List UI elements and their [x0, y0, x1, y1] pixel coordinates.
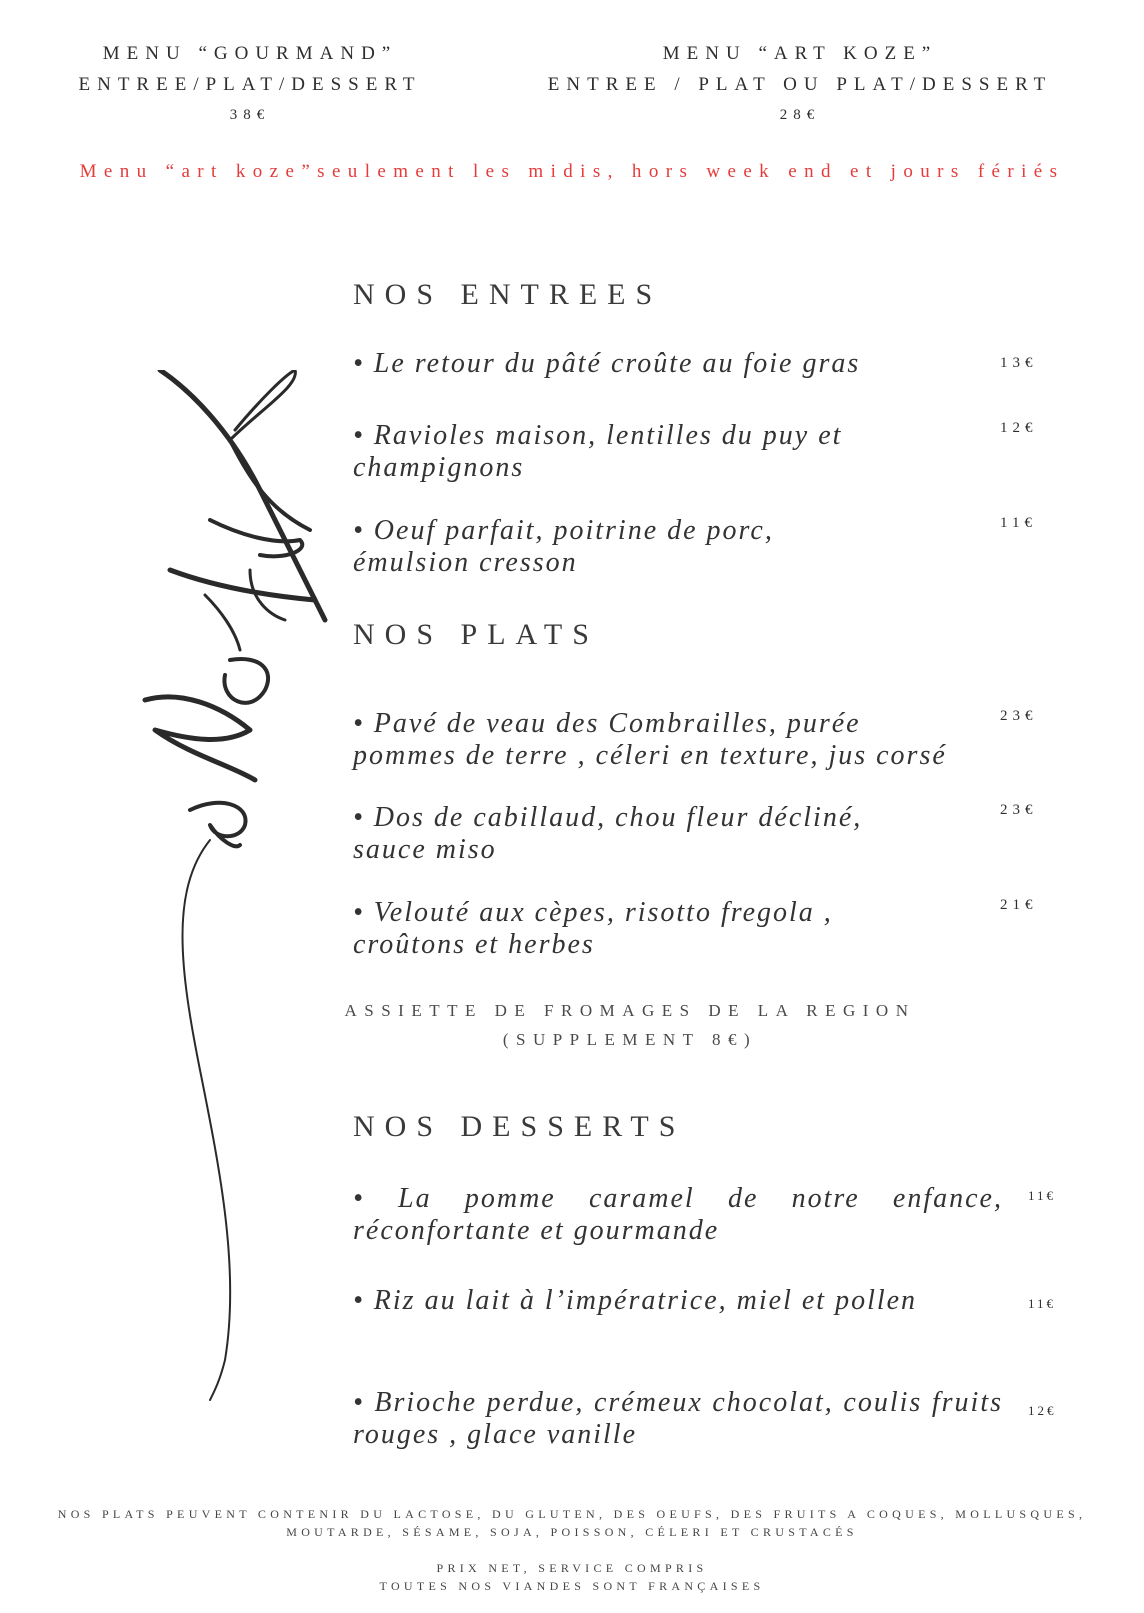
plat-item-2: • Dos de cabillaud, chou fleur décliné, sauce miso — [353, 802, 863, 865]
dessert-price-1: 11€ — [1028, 1188, 1057, 1203]
menu-gourmand-title: MENU “GOURMAND” — [102, 43, 398, 64]
dessert-price-2: 11€ — [1028, 1296, 1057, 1311]
plat-price-1: 23€ — [1000, 708, 1038, 724]
menu-artkoze-subtitle: ENTREE / PLAT OU PLAT/DESSERT — [547, 74, 1053, 95]
menu-gourmand-header — [30, 38, 470, 130]
entree-price-1: 13€ — [1000, 355, 1038, 371]
cheese-supplement — [290, 996, 970, 1054]
menu-gourmand-price: 38€ — [229, 107, 271, 123]
plats-title: NOS PLATS — [353, 618, 599, 651]
menu-gourmand-subtitle: ENTREE/PLAT/DESSERT — [78, 74, 422, 95]
dessert-item-2: • Riz au lait à l’impératrice, miel et pollen — [353, 1285, 918, 1316]
desserts-title: NOS DESSERTS — [353, 1110, 686, 1143]
french-meat-notice: TOUTES NOS VIANDES SONT FRANÇAISES — [379, 1579, 765, 1593]
entree-item-3: • Oeuf parfait, poitrine de porc, émulsion cresson — [353, 515, 774, 578]
entree-price-2: 12€ — [1000, 420, 1038, 436]
entree-price-3: 11€ — [1000, 515, 1037, 531]
dessert-price-3: 12€ — [1028, 1403, 1057, 1418]
plat-price-2: 23€ — [1000, 802, 1038, 818]
allergen-notice: NOS PLATS PEUVENT CONTENIR DU LACTOSE, DU GLUTEN, DES OEUFS, DES FRUITS A COQUES, MOLLUSQUES, MOUTARDE, SÉSAME, SOJA, POISSON, CÉLERI ET CRUSTACÉS — [57, 1507, 1087, 1539]
plat-price-3: 21€ — [1000, 897, 1038, 913]
cheese-line: ASSIETTE DE FROMAGES DE LA REGION — [344, 1001, 916, 1020]
plat-item-1: • Pavé de veau des Combrailles, purée pommes de terre , céleri en texture, jus corsé — [353, 708, 947, 771]
lunch-only-note: Menu “art koze”seulement les midis, hors week end et jours fériés — [79, 161, 1065, 182]
dessert-item-3: • Brioche perdue, crémeux chocolat, coulis fruits rouges , glace vanille — [353, 1387, 1003, 1450]
dessert-item-1: • La pomme caramel de notre enfance, réconfortante et gourmande — [353, 1183, 1003, 1246]
entree-item-1: • Le retour du pâté croûte au foie gras — [353, 348, 861, 379]
menu-artkoze-header — [500, 38, 1100, 130]
menu-artkoze-price: 28€ — [779, 107, 821, 123]
cheese-supplement-price: (SUPPLEMENT 8€) — [502, 1030, 758, 1049]
entrees-title: NOS ENTREES — [353, 278, 663, 311]
entree-item-2: • Ravioles maison, lentilles du puy et champignons — [353, 420, 843, 483]
plat-item-3: • Velouté aux cèpes, risotto fregola , croûtons et herbes — [353, 897, 833, 960]
footer — [20, 1505, 1124, 1595]
menu-artkoze-title: MENU “ART KOZE” — [662, 43, 938, 64]
art-koze-logo — [110, 370, 350, 1410]
prix-net-notice: PRIX NET, SERVICE COMPRIS — [436, 1561, 708, 1575]
